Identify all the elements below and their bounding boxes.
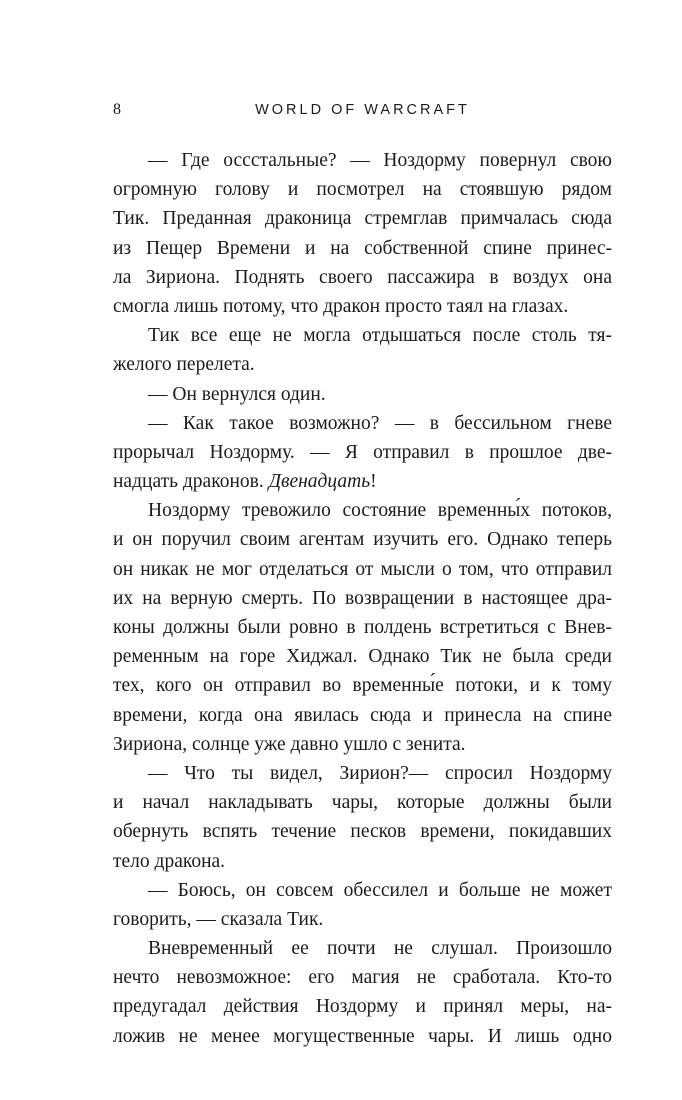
text-line: желого перелета.	[113, 354, 255, 376]
text-line: предугадал действия Ноздорму и принял меры, на-	[113, 996, 612, 1018]
text-line: тело дракона.	[113, 850, 226, 872]
text-line: ла Зириона. Поднять своего пассажира в воздух она	[113, 266, 612, 288]
text-segment: надцать драконов.	[113, 471, 269, 493]
text-line: коны должны были ровно в полдень встретиться с Внев-	[113, 617, 612, 638]
text-line: из Пещер Времени и на собственной спине принес-	[113, 237, 612, 259]
text-line: говорить, — сказала Тик.	[113, 908, 324, 930]
text-line: — Что ты видел, Зирион?— спросил Ноздорму	[148, 762, 612, 784]
text-line: нечто невозможное: его магия не сработала. Кто-то	[113, 967, 612, 989]
text-line: он никак не мог отделаться от мысли о том, что отправил	[113, 558, 612, 580]
text-line: Зириона, солнце уже давно ушло с зенита.	[113, 733, 466, 755]
italic-emphasis: Двенадцать	[268, 471, 371, 493]
running-header	[113, 98, 612, 122]
text-line: обернуть вспять течение песков времени, покидавших	[113, 821, 612, 843]
text-line: Ноздорму тревожило состояние временны́х потоков,	[148, 500, 612, 522]
text-segment: !	[370, 471, 377, 493]
text-line: и начал накладывать чары, которые должны были	[113, 792, 612, 814]
text-line: их на верную смерть. По возвращении в настоящее дра-	[113, 587, 612, 609]
text-line: Вневременный ее почти не слушал. Произошло	[148, 938, 612, 960]
body-text	[113, 146, 612, 1051]
text-line: Тик все еще не могла отдышаться после столь тя-	[148, 325, 612, 347]
text-line: тех, кого он отправил во временны́е потоки, и к тому	[113, 675, 612, 697]
text-line: — Как такое возможно? — в бессильном гневе	[148, 412, 612, 434]
text-line: и он поручил своим агентам изучить его. Однако теперь	[113, 529, 612, 551]
text-line: Тик. Преданная драконица стремглав примчалась сюда	[113, 208, 612, 230]
text-line: — Боюсь, он совсем обессилел и больше не может	[148, 879, 612, 901]
text-line: — Он вернулся один.	[148, 383, 326, 405]
text-line: прорычал Ноздорму. — Я отправил в прошлое две-	[113, 441, 612, 463]
text-line: ложив не менее могущественные чары. И лишь одно	[113, 1025, 612, 1047]
text-line: ременным на горе Хиджал. Однако Тик не была среди	[113, 646, 612, 668]
text-line: времени, когда она явилась сюда и принесла на спине	[113, 704, 612, 726]
book-title: WORLD OF WARCRAFT	[255, 102, 470, 118]
text-line: — Где осcстальные? — Ноздорму повернул свою	[148, 150, 612, 171]
text-line	[113, 467, 612, 496]
page-number: 8	[113, 101, 121, 118]
text-line: огромную голову и посмотрел на стоявшую рядом	[113, 179, 612, 201]
text-line: смогла лишь потому, что дракон просто таял на глазах.	[113, 295, 569, 317]
